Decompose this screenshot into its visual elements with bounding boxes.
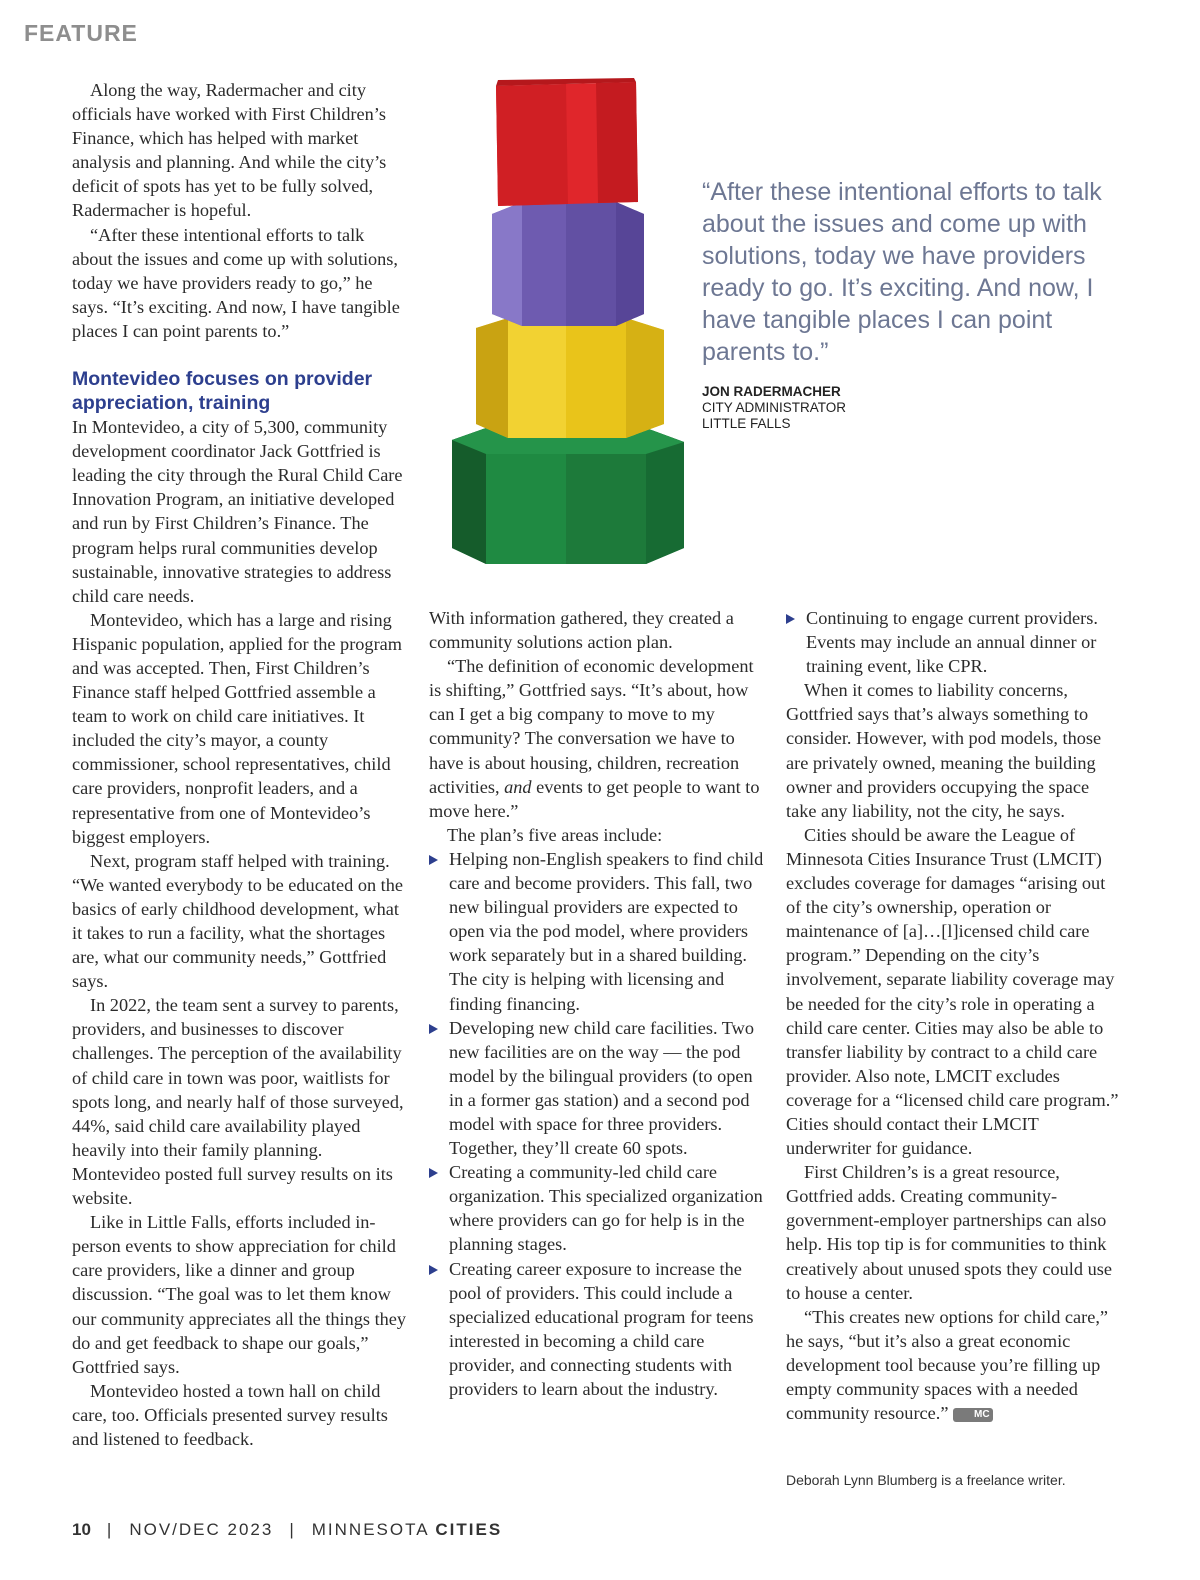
triangle-bullet-icon <box>429 1265 438 1275</box>
green-block <box>452 428 684 564</box>
attribution-place: LITTLE FALLS <box>702 416 791 431</box>
magazine-name: MINNESOTA <box>311 1520 429 1539</box>
emphasis-text: and <box>504 776 532 797</box>
footer-divider: | <box>289 1520 296 1539</box>
article-column-2 <box>429 606 765 1401</box>
quote-attribution <box>702 384 1142 432</box>
article-column-1 <box>72 78 408 1451</box>
list-item <box>429 847 765 1016</box>
body-paragraph: Next, program staff helped with training. “We wanted everybody to be educated on the basics of early childhood development, what it takes to run a facility, what the shortages are, what our community needs,” Gottfried says. <box>72 850 404 992</box>
body-paragraph: In 2022, the team sent a survey to parents, providers, and businesses to discover challenges. The perception of the availability of child care in town was poor, waitlists for spots long, and nearly half of those surveyed, 44%, said child care availability played heavily into their family planning. Montevideo posted full survey results on its website. <box>72 995 404 1209</box>
body-paragraph: Montevideo hosted a town hall on child care, too. Officials presented survey results and listened to feedback. <box>72 1380 388 1449</box>
list-item-text: Creating career exposure to increase the pool of providers. This could include a specialized educational program for teens interested in becoming a child care provider, and connecting students with providers to learn about the industry. <box>449 1258 754 1399</box>
attribution-name: JON RADERMACHER <box>702 384 841 399</box>
pull-quote-text: “After these intentional efforts to talk about the issues and come up with solutions, today we have providers ready to go. It’s exciting. And now, I have tangible places I can point parents to.” <box>702 178 1102 366</box>
body-paragraph <box>429 654 765 823</box>
list-item-text: Developing new child care facilities. Two new facilities are on the way — the pod model by the bilingual providers (to open in a former gas station) and a second pod model with space for three providers. Together, they’ll create 60 spots. <box>449 1017 754 1159</box>
magazine-name-bold: CITIES <box>435 1520 503 1539</box>
body-paragraph: The plan’s five areas include: <box>447 824 663 845</box>
body-paragraph <box>786 1305 1122 1425</box>
list-item-text: Creating a community-led child care organization. This specialized organization where providers can go for help is in the planning stages. <box>449 1162 763 1255</box>
attribution-title: CITY ADMINISTRATOR <box>702 400 847 415</box>
list-item <box>429 1160 765 1256</box>
text-run: events to get people to want to move here.” <box>429 776 760 821</box>
text-run: “This creates new options for child care,” he says, “but it’s also a great economic development tool because you’re filling up empty community spaces with a needed community resource.” <box>786 1306 1109 1424</box>
author-bio: Deborah Lynn Blumberg is a freelance writer. <box>786 1472 1066 1488</box>
issue-date: NOV/DEC 2023 <box>129 1520 274 1539</box>
triangle-bullet-icon <box>429 1168 438 1178</box>
text-run: “The definition of economic development is shifting,” Gottfried says. “It’s about, how can I get a big company to move to my community? The conversation we have to have is about housing, children, recreation activities, <box>429 656 754 797</box>
article-column-3 <box>786 606 1122 1425</box>
body-paragraph: First Children’s is a great resource, Gottfried adds. Creating community-government-employer partnerships can also help. His top tip is for communities to think creatively about unused spots they could use to house a center. <box>786 1162 1112 1303</box>
body-paragraph: Along the way, Radermacher and city officials have worked with First Children’s Finance, which has helped with market analysis and planning. And while the city’s deficit of spots has yet to be fully solved, Radermacher is hopeful. <box>72 80 387 221</box>
triangle-bullet-icon <box>429 855 438 865</box>
stacked-blocks-photo <box>446 78 690 568</box>
yellow-block <box>476 318 664 438</box>
red-block <box>496 78 638 206</box>
body-paragraph: In Montevideo, a city of 5,300, community development coordinator Jack Gottfried is leading the city through the Rural Child Care Innovation Program, an initiative developed and run by First Children’s Finance. The program helps rural communities develop sustainable, innovative strategies to address child care needs. <box>72 417 403 606</box>
page-number: 10 <box>72 1520 91 1539</box>
list-item <box>429 1257 765 1402</box>
triangle-bullet-icon <box>429 1024 438 1034</box>
section-label: FEATURE <box>24 20 138 46</box>
plan-areas-list-continued <box>786 606 1122 678</box>
footer-divider: | <box>106 1520 114 1539</box>
plan-areas-list <box>429 847 765 1401</box>
section-subhead: Montevideo focuses on provider appreciation, training <box>72 368 373 415</box>
body-paragraph: Like in Little Falls, efforts included in-person events to show appreciation for child care providers, like a dinner and group discussion. “The goal was to let them know our community appreciates all the things they do and get feedback to shape our goals,” Gottfried says. <box>72 1212 407 1377</box>
end-mark-icon: MC <box>953 1408 993 1422</box>
body-paragraph: When it comes to liability concerns, Gottfried says that’s always something to consider. However, with pod models, those are privately owned, meaning the building owner and providers occupying the space take any liability, not the city, he says. <box>786 680 1102 821</box>
list-item-text: Helping non-English speakers to find child care and become providers. This fall, two new bilingual providers are expected to open via the pod model, where providers work separately but in a shared building. The city is helping with licensing and finding financing. <box>449 848 764 1014</box>
body-paragraph: “After these intentional efforts to talk about the issues and come up with solutions, today we have providers ready to go,” he says. “It’s exciting. And now, I have tangible places I can point parents to.” <box>72 224 400 341</box>
page-footer <box>72 1520 502 1540</box>
list-item-text: Continuing to engage current providers. Events may include an annual dinner or training event, like CPR. <box>806 608 1098 677</box>
body-paragraph: With information gathered, they created a community solutions action plan. <box>429 608 734 653</box>
purple-block <box>492 202 644 326</box>
body-paragraph: Montevideo, which has a large and rising Hispanic population, applied for the program and was accepted. Then, First Children’s Finance staff helped Gottfried assemble a team to work on child care initiatives. It included the city’s mayor, a county commissioner, school representatives, child care providers, nonprofit leaders, and a representative from one of Montevideo’s biggest employers. <box>72 609 402 847</box>
list-item <box>429 1016 765 1161</box>
triangle-bullet-icon <box>786 614 795 624</box>
body-paragraph: Cities should be aware the League of Minnesota Cities Insurance Trust (LMCIT) excludes coverage for damages “arising out of the city’s ownership, operation or maintenance of [a]…[l]icensed child care program.” Depending on the city’s involvement, separate liability coverage may be needed for the city’s role in operating a child care center. Cities may also be able to transfer liability by contract to a child care provider. Also note, LMCIT excludes coverage for a “licensed child care program.” Cities should contact their LMCIT underwriter for guidance. <box>786 824 1119 1159</box>
pull-quote <box>702 176 1142 432</box>
list-item <box>786 606 1122 678</box>
